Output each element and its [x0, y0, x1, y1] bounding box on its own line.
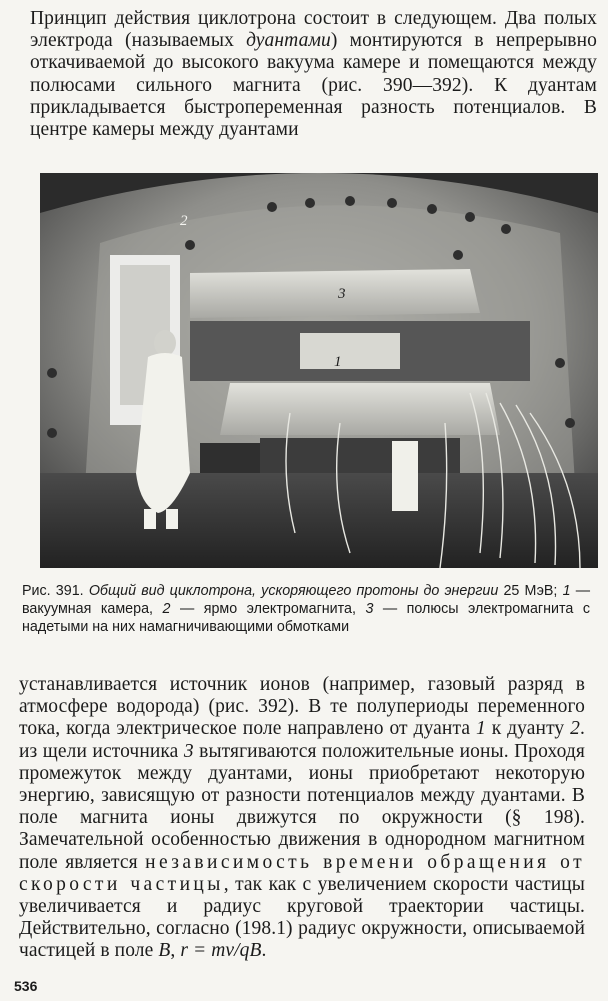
caption-title: Общий вид циклотрона, ускоряющего протоны до энергии [88, 583, 499, 599]
page-number: 536 [14, 978, 38, 994]
text-segment: ) монтируются в непрерывно откачиваемой до высокого вакуума камере и помещаются между полюсами сильного магнита (рис. 390—392). К дуантам прикладывается быстропеременная разность потенциалов. В центре камеры между дуантами [30, 30, 597, 141]
text-segment: . [261, 940, 267, 962]
text-segment: , [170, 940, 181, 962]
lower-pole [220, 383, 500, 435]
caption-item-number: 2 [162, 600, 171, 617]
upper-pole [190, 269, 480, 318]
text-segment: к дуанту [485, 718, 571, 740]
caption-item-number: 1 [562, 583, 571, 599]
text-segment: устанавливается источник ионов (например, газовый разряд в атмосфере водорода) (рис. 392). В те полупериоды переменного тока, когда электрическое поле направлено от дуанта [19, 674, 585, 740]
figure-caption [22, 583, 590, 636]
italic-term: дуантами [246, 30, 331, 52]
text-segment: вытягиваются положительные ионы. Проходя промежуток между дуантами, ионы приобретают некоторую энергию, зависящую от разности потенциалов между дуантами. В поле магнита ионы движутся по окружности (§ 198). Замечательной особенностью движения в однородном магнитном поле является [19, 740, 585, 873]
caption-text: — полюсы электромагнита с надетыми на них намагничивающими обмотками [22, 600, 590, 635]
caption-text: 25 МэВ; [503, 583, 558, 599]
caption-text: — ярмо электромагнита, [179, 600, 356, 617]
variable-b: B [158, 940, 171, 962]
radius-formula: r = mv/qB [180, 940, 262, 962]
cyclotron-photo-illustration [40, 173, 598, 568]
emphasized-phrase: независимость времени обращения от скорости частицы [19, 851, 585, 895]
label-3: 3 [338, 286, 346, 302]
cyclotron-photo [40, 173, 598, 568]
duant-number: 2 [570, 718, 581, 740]
text-segment: Принцип действия циклотрона состоит в следующем. Два полых электрода (называемых [30, 8, 597, 52]
text-segment: , так как с увеличением скорости частицы увеличивается и радиус круговой траектории частицы. Действительно, согласно (198.1) радиус окружности, описываемой частицей в поле [19, 873, 585, 962]
caption-figure-number: Рис. 391. [22, 583, 84, 599]
caption-text: — вакуумная камера, [22, 583, 590, 617]
bottom-paragraph [19, 674, 585, 963]
top-paragraph [30, 8, 597, 141]
duant-number: 1 [475, 718, 486, 740]
label-1: 1 [334, 354, 342, 370]
text-segment: . из щели источника [19, 718, 586, 762]
instrument-box [392, 441, 418, 511]
caption-item-number: 3 [365, 600, 374, 617]
source-number: 3 [183, 740, 194, 762]
label-2: 2 [180, 213, 188, 229]
